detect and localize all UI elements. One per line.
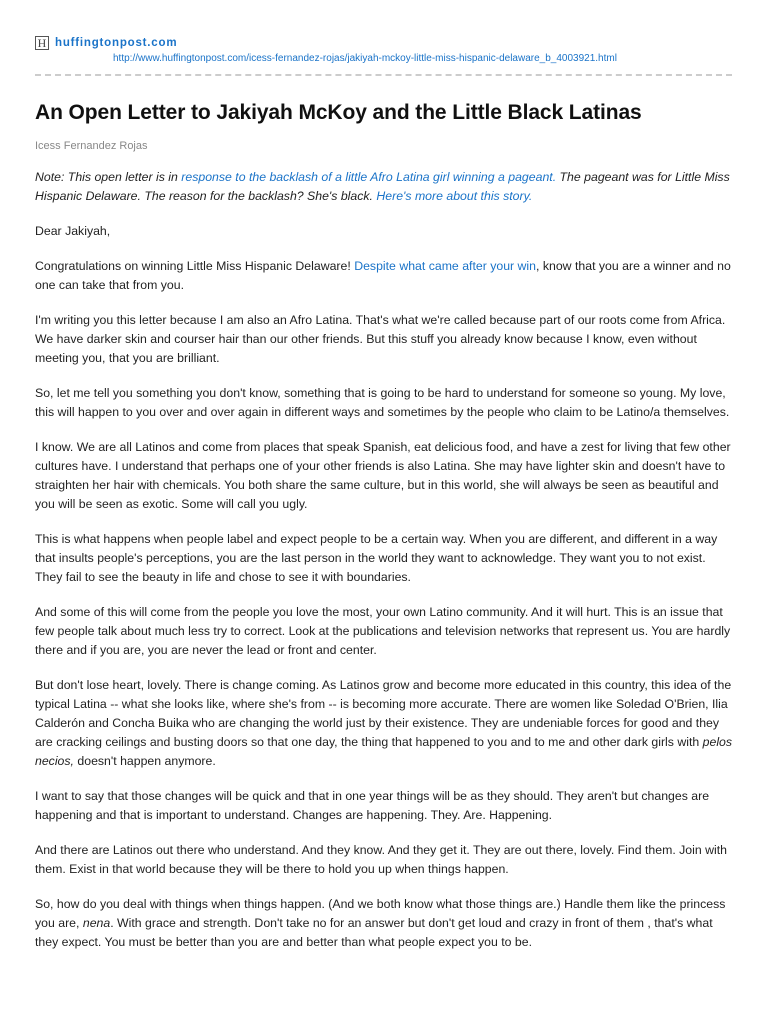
paragraph-6: And some of this will come from the people you love the most, your own Latino community. And it will hurt. This is an issue that few people talk about much less try to correct. Look at the publications and television networks that represent us. You are hardly there and if you are, you are never the lead or front and center. (35, 605, 731, 657)
paragraph-1-text-2: , know that you are a winner and no one can take that from you. (35, 259, 731, 292)
paragraph-2: I'm writing you this letter because I am also an Afro Latina. That's what we're called because part of our roots come from Africa. We have darker skin and courser hair than our other friends. But this stuff you already know because I know, even without meeting you, that you are brilliant. (35, 313, 726, 365)
paragraph-7-text-1: But don't lose heart, lovely. There is change coming. As Latinos grow and become more educated in this country, this idea of the typical Latina -- what she looks like, where she's from -- is becoming more accurate. There are women like Soledad O'Brien, Ilia Calderón and Concha Buika who are changing the world just by their existence. They are undeniable forces for good and they are cracking ceilings and busting doors so that one day, the thing that happened to you and to me and other dark girls with (35, 678, 732, 749)
paragraph-10-text-1: So, how do you deal with things when things happen. (And we both know what those things are.) Handle them like the princess you are, (35, 897, 726, 930)
paragraph-7-text-2: doesn't happen anymore. (73, 754, 216, 768)
paragraph-10-text-2: . With grace and strength. Don't take no for an answer but don't get loud and crazy in front of them , that's what they expect. You must be better than you are and better than what people expect you to be. (35, 916, 713, 949)
paragraph-1 (35, 257, 735, 295)
backlash-link[interactable]: response to the backlash of a little Afro Latina girl winning a pageant. (181, 170, 557, 184)
salutation: Dear Jakiyah, (35, 224, 111, 238)
paragraph-7 (35, 676, 735, 771)
paragraph-1-text-1: Congratulations on winning Little Miss Hispanic Delaware! (35, 259, 355, 273)
paragraph-10 (35, 895, 735, 952)
article-author: Icess Fernandez Rojas (35, 140, 148, 152)
page-header (35, 33, 735, 76)
paragraph-9: And there are Latinos out there who understand. And they know. And they get it. They are out there, lovely. Find them. Join with them. Exist in that world because they will be there to hold you up when things happen. (35, 843, 728, 876)
header-divider (35, 74, 732, 76)
paragraph-3: So, let me tell you something you don't know, something that is going to be hard to understand for someone so young. My love, this will happen to you over and over again in different ways and sometimes by the people who claim to be Latino/a themselves. (35, 386, 730, 419)
story-link[interactable]: Here's more about this story. (376, 189, 533, 203)
note-text-1: Note: This open letter is in (35, 170, 182, 184)
page-url (113, 53, 735, 64)
paragraph-4: I know. We are all Latinos and come from places that speak Spanish, eat delicious food, and have a zest for living that few other cultures have. I understand that perhaps one of your other friends is also Latina. She may have lighter skin and doesn't have to straighten her hair with chemicals. You both share the same culture, but in this world, she will always be seen as beautiful and you will be seen as exotic. Some will call you ugly. (35, 440, 731, 511)
paragraph-7-emphasis: pelos necios, (35, 735, 733, 768)
after-win-link[interactable]: Despite what came after your win (354, 259, 537, 273)
editor-note (35, 168, 735, 206)
site-name-link[interactable]: huffingtonpost.com (55, 37, 178, 49)
paragraph-8: I want to say that those changes will be quick and that in one year things will be as they should. They aren't but changes are happening and that is important to understand. Changes are happening. They. Are. Happening. (35, 789, 710, 822)
page-url-link[interactable]: http://www.huffingtonpost.com/icess-fernandez-rojas/jakiyah-mckoy-little-miss-hispanic-delaware_b_4003921.html (113, 53, 617, 64)
site-row (35, 33, 735, 53)
huffpost-logo-icon: H (35, 36, 49, 50)
article (35, 98, 735, 952)
article-title: An Open Letter to Jakiyah McKoy and the Little Black Latinas (35, 101, 642, 124)
note-text-2: The pageant was for Little Miss Hispanic Delaware. The reason for the backlash? She's black. (35, 170, 730, 203)
paragraph-10-emphasis: nena (82, 916, 111, 930)
paragraph-5: This is what happens when people label and expect people to be a certain way. When you are different, and different in a way that insults people's perceptions, you are the last person in the world they want to acknowledge. They want you to not exist. They fail to see the beauty in life and chose to see it with boundaries. (35, 532, 718, 584)
